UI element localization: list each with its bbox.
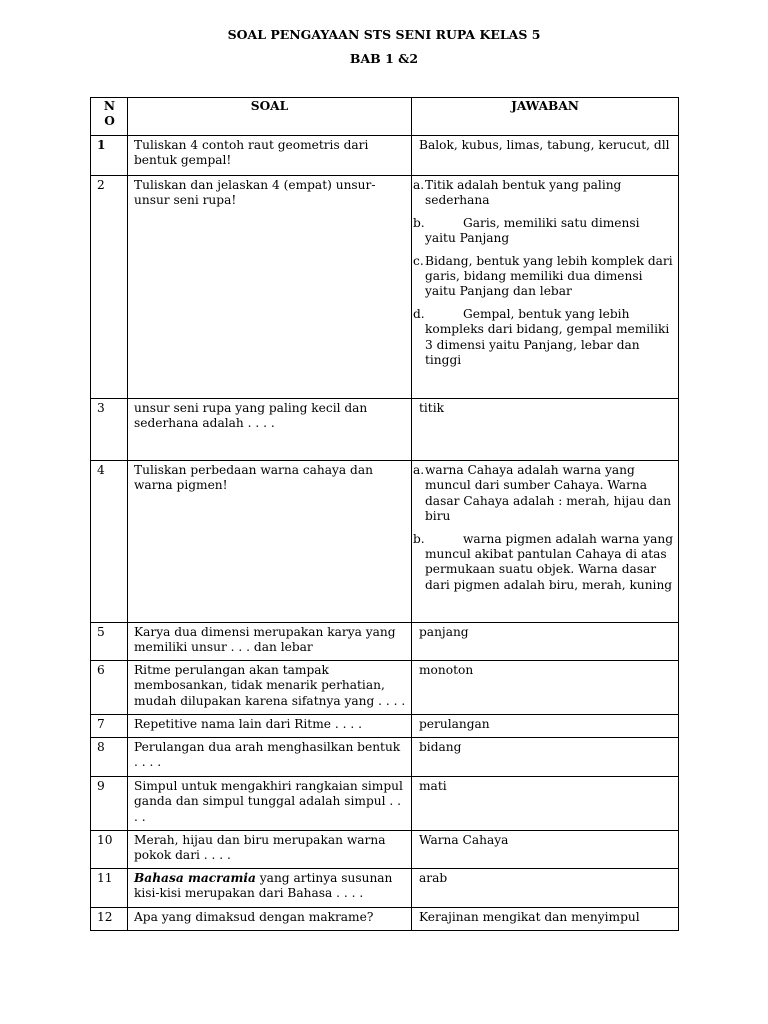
answer-item: c. Bidang, bentuk yang lebih komplek dari garis, bidang memiliki dua dimensi yaitu Panjang dan lebar — [413, 253, 673, 299]
answer-text: bidang — [412, 738, 679, 777]
answer-text: Warna Cahaya — [412, 831, 679, 869]
answer-text: panjang — [412, 623, 679, 661]
question-text: unsur seni rupa yang paling kecil dan sederhana adalah . . . . — [128, 399, 412, 461]
question-text: Apa yang dimaksud dengan makrame? — [128, 908, 412, 931]
row-number: 9 — [91, 777, 128, 831]
table-row — [91, 908, 679, 931]
table-row — [91, 176, 679, 399]
question-text: Repetitive nama lain dari Ritme . . . . — [128, 715, 412, 738]
answer-list — [412, 176, 679, 399]
table-row — [91, 623, 679, 661]
question-text: Karya dua dimensi merupakan karya yang memiliki unsur . . . dan lebar — [128, 623, 412, 661]
answer-text: arab — [412, 869, 679, 908]
header-soal: SOAL — [128, 98, 412, 136]
question-text: Perulangan dua arah menghasilkan bentuk . . . . — [128, 738, 412, 777]
answer-item: a. Titik adalah bentuk yang paling sederhana — [413, 178, 622, 208]
row-number: 7 — [91, 715, 128, 738]
header-jawaban: JAWABAN — [412, 98, 679, 136]
answer-list — [412, 461, 679, 623]
table-row — [91, 777, 679, 831]
row-number: 3 — [91, 399, 128, 461]
answer-text: perulangan — [412, 715, 679, 738]
row-number: 1 — [91, 136, 128, 176]
answer-text: mati — [412, 777, 679, 831]
document-subtitle: BAB 1 &2 — [349, 51, 419, 66]
question-text: Simpul untuk mengakhiri rangkaian simpul ganda dan simpul tunggal adalah simpul . . . . — [128, 777, 412, 831]
row-number: 11 — [91, 869, 128, 908]
answer-item: b. Garis, memiliki satu dimensi yaitu Panjang — [413, 215, 640, 246]
table-row — [91, 831, 679, 869]
row-number: 2 — [91, 176, 128, 399]
row-number: 12 — [91, 908, 128, 931]
table-row — [91, 869, 679, 908]
row-number: 4 — [91, 461, 128, 623]
answer-item: a. warna Cahaya adalah warna yang muncul dari sumber Cahaya. Warna dasar Cahaya adalah : merah, hijau dan biru — [413, 463, 672, 524]
row-number: 8 — [91, 738, 128, 777]
answer-text: titik — [412, 399, 679, 461]
question-text: Bahasa macramia yang artinya susunan kisi-kisi merupakan dari Bahasa . . . . — [128, 869, 412, 908]
answer-item: b. warna pigmen adalah warna yang muncul akibat pantulan Cahaya di atas permukaan suatu objek. Warna dasar dari pigmen adalah biru, merah, kuning — [413, 531, 674, 592]
answer-text: Balok, kubus, limas, tabung, kerucut, dll — [412, 136, 679, 176]
row-number: 10 — [91, 831, 128, 869]
question-text: Tuliskan dan jelaskan 4 (empat) unsur-unsur seni rupa! — [128, 176, 412, 399]
question-text: Merah, hijau dan biru merupakan warna pokok dari . . . . — [128, 831, 412, 869]
answer-text: monoton — [412, 661, 679, 715]
answer-text: Kerajinan mengikat dan menyimpul — [412, 908, 679, 931]
table-row — [91, 738, 679, 777]
row-number: 6 — [91, 661, 128, 715]
row-number: 5 — [91, 623, 128, 661]
emphasized-term: Bahasa macramia — [134, 871, 256, 885]
table-row — [91, 715, 679, 738]
answer-item: d. Gempal, bentuk yang lebih kompleks dari bidang, gempal memiliki 3 dimensi yaitu Panjang, lebar dan tinggi — [413, 306, 670, 368]
question-table — [90, 97, 679, 931]
table-row — [91, 461, 679, 623]
question-text: Tuliskan perbedaan warna cahaya dan warna pigmen! — [128, 461, 412, 623]
table-row — [91, 136, 679, 176]
document-title: SOAL PENGAYAAN STS SENI RUPA KELAS 5 — [227, 27, 541, 42]
table-row — [91, 399, 679, 461]
table-row — [91, 661, 679, 715]
question-text: Tuliskan 4 contoh raut geometris dari bentuk gempal! — [128, 136, 412, 176]
header-no: N O — [91, 98, 128, 136]
table-header-row — [91, 98, 679, 136]
question-text: Ritme perulangan akan tampak membosankan, tidak menarik perhatian, mudah dilupakan karena sifatnya yang . . . . — [128, 661, 412, 715]
